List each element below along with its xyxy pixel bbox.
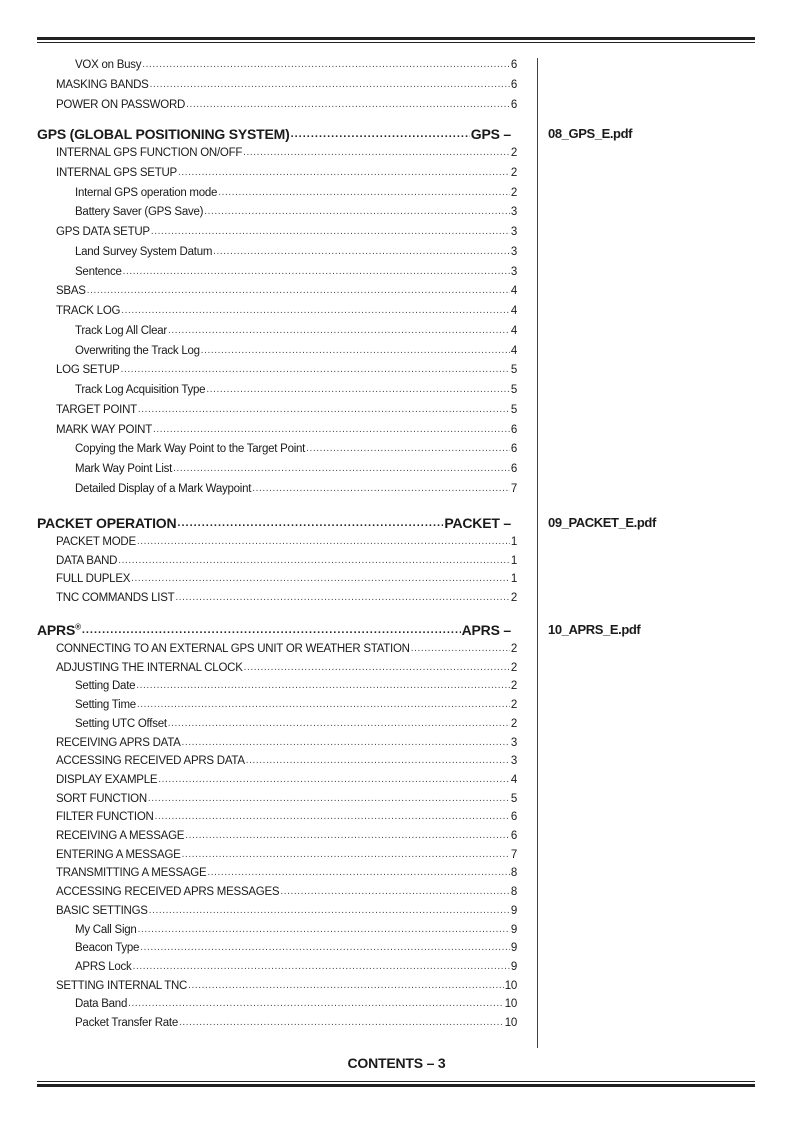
- toc-entry-page: 6: [510, 443, 517, 456]
- toc-entry-label: Setting Time: [75, 699, 136, 712]
- dot-leader: [155, 810, 510, 824]
- chapter-file-link[interactable]: 08_GPS_E.pdf: [548, 126, 633, 141]
- toc-entry[interactable]: [75, 460, 517, 476]
- dot-leader: [131, 572, 510, 586]
- toc-entry[interactable]: [75, 440, 517, 456]
- toc-entry-page: 6: [510, 423, 517, 436]
- toc-entry-label: LOG SETUP: [56, 364, 120, 377]
- toc-entry[interactable]: [75, 921, 517, 937]
- toc-entry-label: ACCESSING RECEIVED APRS DATA: [56, 755, 245, 768]
- dot-leader: [128, 997, 504, 1011]
- dot-leader: [177, 515, 443, 532]
- toc-entry-label: TNC COMMANDS LIST: [56, 591, 175, 604]
- toc-entry-page: 7: [510, 848, 517, 861]
- dot-leader: [252, 482, 510, 496]
- toc-entry-label: Copying the Mark Way Point to the Target Point: [75, 443, 306, 456]
- toc-entry-label: MARK WAY POINT: [56, 423, 152, 436]
- toc-entry-label: GPS DATA SETUP: [56, 226, 150, 238]
- dot-leader: [137, 535, 510, 549]
- toc-entry-label: APRS Lock: [75, 960, 132, 973]
- toc-entry-label: SBAS: [56, 285, 86, 298]
- toc-entry-label: TRANSMITTING A MESSAGE: [56, 867, 207, 880]
- toc-entry[interactable]: [56, 164, 517, 180]
- toc-entry-label: Overwriting the Track Log: [75, 344, 200, 357]
- section-chapter-code: PACKET –: [444, 515, 511, 531]
- toc-entry-page: 9: [510, 904, 517, 917]
- dot-leader: [149, 904, 510, 918]
- toc-entry[interactable]: [75, 939, 517, 955]
- toc-entry[interactable]: [56, 640, 517, 656]
- toc-entry-label: Track Log All Clear: [75, 324, 167, 337]
- toc-entry-page: 2: [510, 643, 517, 655]
- dot-leader: [185, 829, 510, 843]
- toc-entry-label: PACKET MODE: [56, 536, 136, 548]
- toc-entry-page: 2: [510, 699, 517, 712]
- toc-entry[interactable]: [56, 790, 517, 806]
- dot-leader: [148, 792, 510, 806]
- toc-entry[interactable]: [56, 771, 517, 787]
- dot-leader: [244, 661, 510, 675]
- toc-entry[interactable]: [56, 846, 517, 862]
- toc-entry-page: 1: [510, 536, 517, 548]
- toc-entry-label: My Call Sign: [75, 923, 137, 936]
- toc-entry-label: Packet Transfer Rate: [75, 1017, 179, 1029]
- dot-leader: [206, 383, 510, 397]
- toc-entry-page: 10: [504, 1017, 517, 1029]
- dot-leader: [118, 554, 510, 568]
- toc-entry-page: 5: [510, 384, 517, 396]
- toc-entry-label: DATA BAND: [56, 554, 118, 567]
- toc-entry-page: 2: [510, 186, 517, 199]
- toc-entry-page: 2: [510, 166, 517, 179]
- toc-entry[interactable]: [56, 864, 517, 880]
- dot-leader: [182, 848, 510, 862]
- toc-entry-page: 4: [510, 285, 517, 298]
- toc-entry-page: 5: [510, 792, 517, 805]
- toc-entry[interactable]: [75, 322, 517, 338]
- toc-entry-page: 10: [504, 979, 517, 992]
- toc-entry[interactable]: [56, 401, 517, 417]
- toc-entry[interactable]: [56, 552, 517, 568]
- toc-entry-page: 6: [510, 78, 517, 91]
- toc-entry-page: 3: [510, 206, 517, 219]
- dot-leader: [82, 622, 461, 639]
- dot-leader: [291, 126, 470, 143]
- toc-entry[interactable]: [56, 734, 517, 750]
- toc-entry-label: FILTER FUNCTION: [56, 811, 154, 824]
- toc-entry[interactable]: [56, 421, 517, 437]
- toc-entry[interactable]: [56, 96, 517, 112]
- bottom-rule-thin: [37, 1081, 755, 1082]
- dot-leader: [137, 698, 510, 712]
- toc-entry[interactable]: [75, 342, 517, 358]
- toc-entry-label: CONNECTING TO AN EXTERNAL GPS UNIT OR WEATHER STATION: [56, 643, 410, 655]
- dot-leader: [218, 186, 510, 200]
- dot-leader: [140, 941, 510, 955]
- toc-entry[interactable]: [56, 752, 517, 768]
- toc-entry-page: 4: [510, 305, 517, 317]
- toc-entry[interactable]: [56, 659, 517, 675]
- toc-entry[interactable]: [56, 533, 517, 549]
- section-title: GPS (GLOBAL POSITIONING SYSTEM): [37, 126, 290, 142]
- toc-entry[interactable]: [56, 827, 517, 843]
- toc-entry-page: 6: [510, 811, 517, 824]
- dot-leader: [138, 923, 510, 937]
- toc-entry-label: Sentence: [75, 265, 122, 278]
- toc-entry-label: ENTERING A MESSAGE: [56, 848, 181, 861]
- section-heading[interactable]: [37, 125, 511, 143]
- toc-entry-label: TARGET POINT: [56, 403, 137, 416]
- dot-leader: [123, 265, 510, 279]
- toc-entry-label: Land Survey System Datum: [75, 245, 213, 258]
- page-footer: CONTENTS – 3: [347, 1055, 446, 1071]
- dot-leader: [207, 866, 509, 880]
- dot-leader: [158, 773, 510, 787]
- dot-leader: [213, 245, 510, 259]
- dot-leader: [150, 78, 510, 92]
- toc-entry-page: 3: [510, 736, 517, 749]
- toc-entry-label: INTERNAL GPS SETUP: [56, 166, 177, 179]
- toc-entry-label: Track Log Acquisition Type: [75, 384, 206, 396]
- toc-entry-page: 6: [510, 463, 517, 475]
- toc-entry-label: FULL DUPLEX: [56, 573, 131, 586]
- toc-entry-page: 4: [510, 344, 517, 357]
- toc-entry-page: 3: [510, 265, 517, 278]
- dot-leader: [168, 717, 510, 731]
- toc-entry-label: SORT FUNCTION: [56, 792, 147, 805]
- toc-entry-label: Data Band: [75, 998, 128, 1011]
- toc-entry-label: DISPLAY EXAMPLE: [56, 773, 158, 786]
- toc-entry-label: Setting Date: [75, 680, 136, 693]
- toc-entry-label: SETTING INTERNAL TNC: [56, 979, 188, 992]
- toc-entry-label: POWER ON PASSWORD: [56, 98, 186, 111]
- toc-entry-page: 2: [510, 147, 517, 159]
- toc-entry-page: 5: [510, 403, 517, 416]
- section-heading[interactable]: [37, 514, 511, 532]
- toc-entry-label: BASIC SETTINGS: [56, 904, 148, 917]
- toc-entry-page: 10: [504, 998, 517, 1011]
- toc-entry-label: Detailed Display of a Mark Waypoint: [75, 482, 252, 495]
- toc-entry-page: 2: [510, 717, 517, 730]
- dot-leader: [182, 736, 510, 750]
- section-chapter-code: GPS –: [470, 126, 511, 142]
- dot-leader: [153, 423, 510, 437]
- toc-entry-label: ACCESSING RECEIVED APRS MESSAGES: [56, 886, 280, 899]
- dot-leader: [136, 679, 510, 693]
- toc-entry-page: 7: [510, 482, 517, 495]
- toc-entry-page: 2: [510, 661, 517, 674]
- dot-leader: [179, 1016, 504, 1030]
- toc-entry-page: 8: [510, 867, 517, 880]
- toc-entry[interactable]: [75, 263, 517, 279]
- toc-entry[interactable]: [75, 715, 517, 731]
- dot-leader: [121, 363, 510, 377]
- toc-entry-page: 5: [510, 364, 517, 377]
- toc-entry-label: RECEIVING A MESSAGE: [56, 830, 185, 842]
- toc-entry-page: 4: [510, 773, 517, 786]
- toc-entry-page: 8: [510, 886, 517, 899]
- toc-entry-label: MASKING BANDS: [56, 78, 149, 91]
- dot-leader: [411, 642, 510, 656]
- toc-entry-page: 6: [510, 59, 517, 71]
- dot-leader: [175, 591, 509, 605]
- toc-entry[interactable]: [56, 302, 517, 318]
- chapter-file-link[interactable]: 10_APRS_E.pdf: [548, 622, 641, 637]
- toc-entry-label: TRACK LOG: [56, 305, 121, 317]
- toc-entry-label: Mark Way Point List: [75, 463, 173, 475]
- toc-entry[interactable]: [56, 883, 517, 899]
- toc-entry[interactable]: [56, 977, 517, 993]
- toc-entry-page: 3: [510, 226, 517, 238]
- toc-entry[interactable]: [75, 243, 517, 259]
- toc-entry-page: 1: [510, 554, 517, 567]
- dot-leader: [201, 344, 510, 358]
- section-title: APRS®: [37, 622, 81, 638]
- bottom-rule-thick: [37, 1084, 755, 1087]
- toc-entry[interactable]: [75, 56, 517, 72]
- dot-leader: [151, 225, 510, 239]
- toc-entry-page: 6: [510, 830, 517, 842]
- dot-leader: [168, 324, 510, 338]
- dot-leader: [133, 960, 510, 974]
- dot-leader: [142, 58, 510, 72]
- dot-leader: [138, 403, 510, 417]
- toc-entry-page: 4: [510, 324, 517, 337]
- toc-entry-page: 6: [510, 98, 517, 111]
- toc-entry[interactable]: [75, 1014, 517, 1030]
- toc-entry-page: 9: [510, 942, 517, 955]
- dot-leader: [87, 284, 510, 298]
- registered-mark: ®: [75, 622, 81, 632]
- toc-entry-label: Setting UTC Offset: [75, 717, 167, 730]
- column-divider: [537, 58, 538, 1048]
- toc-entry[interactable]: [75, 480, 517, 496]
- toc-entry-label: Beacon Type: [75, 942, 140, 955]
- toc-entry[interactable]: [56, 570, 517, 586]
- toc-entry[interactable]: [75, 995, 517, 1011]
- toc-entry-page: 3: [510, 245, 517, 258]
- toc-entry[interactable]: [56, 902, 517, 918]
- toc-entry-label: RECEIVING APRS DATA: [56, 736, 181, 749]
- toc-entry[interactable]: [75, 381, 517, 397]
- toc-entry-label: VOX on Busy: [75, 59, 142, 71]
- toc-entry-label: ADJUSTING THE INTERNAL CLOCK: [56, 661, 243, 674]
- toc-entry-page: 2: [510, 591, 517, 604]
- dot-leader: [186, 98, 510, 112]
- section-heading[interactable]: [37, 621, 511, 639]
- section-chapter-code: APRS –: [461, 622, 511, 638]
- toc-entry[interactable]: [56, 223, 517, 239]
- dot-leader: [306, 442, 510, 456]
- toc-entry[interactable]: [75, 203, 517, 219]
- toc-entry[interactable]: [75, 696, 517, 712]
- dot-leader: [204, 205, 510, 219]
- toc-entry-label: Internal GPS operation mode: [75, 186, 218, 199]
- section-title: PACKET OPERATION: [37, 515, 177, 531]
- dot-leader: [178, 166, 510, 180]
- table-of-contents: [37, 0, 517, 1050]
- toc-entry-page: 1: [510, 573, 517, 586]
- dot-leader: [121, 304, 510, 318]
- toc-entry[interactable]: [56, 282, 517, 298]
- toc-entry[interactable]: [75, 958, 517, 974]
- toc-entry[interactable]: [56, 589, 517, 605]
- toc-entry-label: INTERNAL GPS FUNCTION ON/OFF: [56, 147, 243, 159]
- toc-entry[interactable]: [75, 184, 517, 200]
- toc-entry[interactable]: [56, 76, 517, 92]
- chapter-file-link[interactable]: 09_PACKET_E.pdf: [548, 515, 656, 530]
- dot-leader: [243, 146, 510, 160]
- dot-leader: [280, 885, 510, 899]
- toc-entry[interactable]: [56, 361, 517, 377]
- dot-leader: [173, 462, 510, 476]
- toc-entry[interactable]: [56, 808, 517, 824]
- toc-entry-label: Battery Saver (GPS Save): [75, 206, 204, 219]
- toc-entry-page: 3: [510, 755, 517, 768]
- dot-leader: [246, 754, 510, 768]
- toc-entry[interactable]: [56, 144, 517, 160]
- toc-entry-page: 2: [510, 680, 517, 693]
- toc-entry-page: 9: [510, 923, 517, 936]
- dot-leader: [188, 979, 504, 993]
- toc-entry-page: 9: [510, 960, 517, 973]
- toc-entry[interactable]: [75, 677, 517, 693]
